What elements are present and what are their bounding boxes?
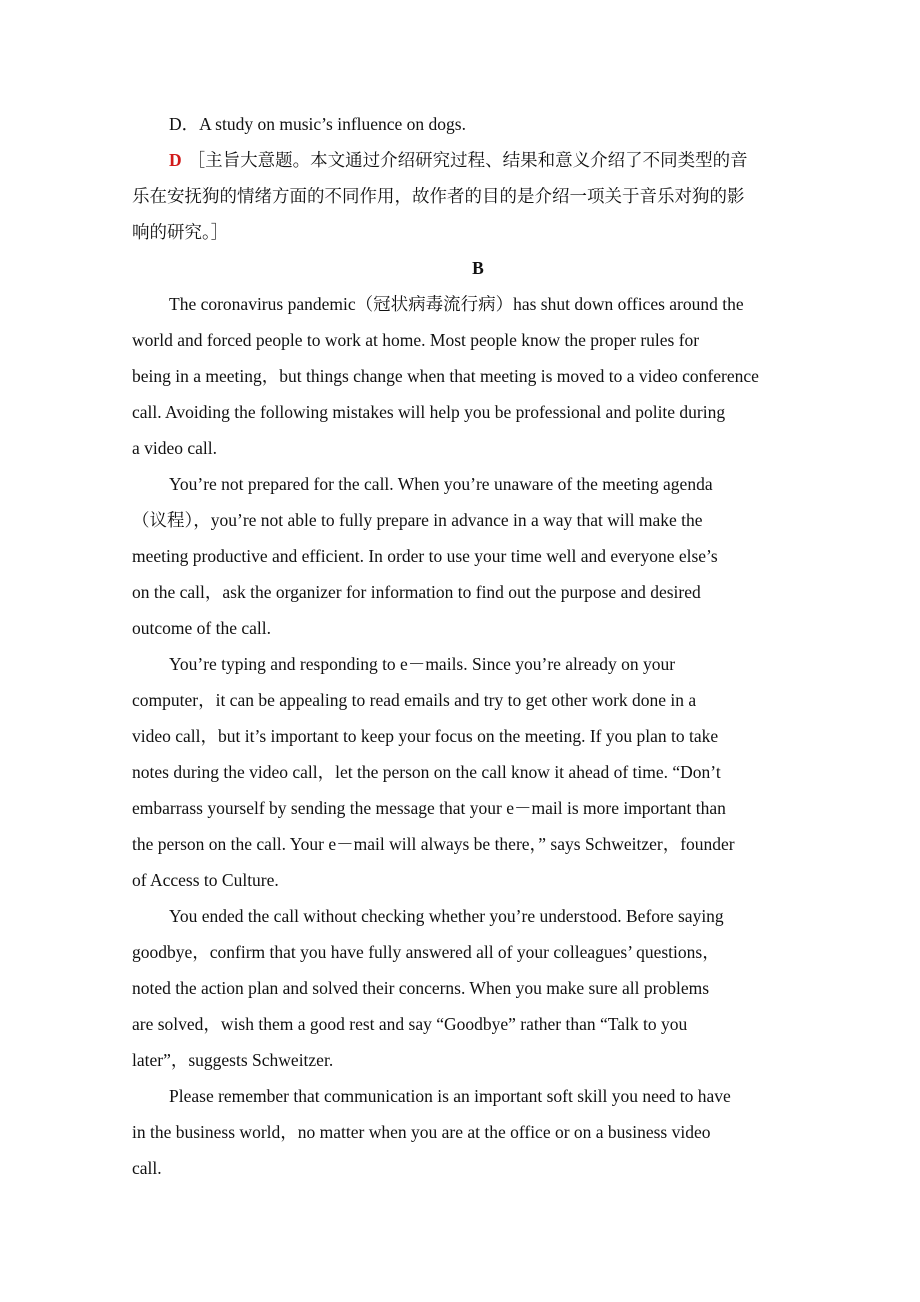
- text-line: noted the action plan and solved their concerns. When you make sure all problems: [132, 978, 710, 998]
- text-line: call.: [132, 1158, 162, 1178]
- paragraph-4: [132, 898, 856, 1078]
- text-line: the person on the call. Your e－mail will always be there，” says Schweitzer，founder: [132, 834, 735, 854]
- text-line: outcome of the call.: [132, 618, 271, 638]
- answer-explanation-line: 响的研究。］: [132, 222, 229, 242]
- paragraph-5: [132, 1078, 856, 1186]
- text-line: You’re typing and responding to e－mails. Since you’re already on your: [169, 654, 676, 674]
- text-line: embarrass yourself by sending the message that your e－mail is more important than: [132, 798, 726, 818]
- section-heading: B: [472, 258, 484, 278]
- text-line: goodbye，confirm that you have fully answered all of your colleagues’ questions，: [132, 942, 720, 962]
- text-line: Please remember that communication is an important soft skill you need to have: [169, 1086, 731, 1106]
- answer-explanation-line: 乐在安抚狗的情绪方面的不同作用，故作者的目的是介绍一项关于音乐对狗的影: [132, 186, 745, 206]
- text-line: are solved，wish them a good rest and say “Goodbye” rather than “Talk to you: [132, 1014, 688, 1034]
- answer-explanation-line: ［主旨大意题。本文通过介绍研究过程、结果和意义介绍了不同类型的音: [187, 150, 748, 170]
- paragraph-1: [132, 286, 856, 466]
- text-line: video call，but it’s important to keep your focus on the meeting. If you plan to take: [132, 726, 719, 746]
- text-line: later”，suggests Schweitzer.: [132, 1050, 334, 1070]
- text-line: （议程），you’re not able to fully prepare in advance in a way that will make the: [132, 510, 703, 530]
- text-line: computer，it can be appealing to read emails and try to get other work done in a: [132, 690, 697, 710]
- text-line: The coronavirus pandemic（冠状病毒流行病）has shut down offices around the: [169, 294, 744, 314]
- text-line: in the business world，no matter when you are at the office or on a business video: [132, 1122, 711, 1142]
- text-line: call. Avoiding the following mistakes will help you be professional and polite during: [132, 402, 726, 422]
- text-line: You ended the call without checking whether you’re understood. Before saying: [169, 906, 724, 926]
- answer-line-1: [132, 142, 856, 178]
- paragraph-2: [132, 466, 856, 646]
- text-line: being in a meeting，but things change when that meeting is moved to a video conference: [132, 366, 759, 386]
- document-page: [132, 106, 856, 1186]
- text-line: on the call，ask the organizer for information to find out the purpose and desired: [132, 582, 701, 602]
- text-line: a video call.: [132, 438, 218, 458]
- option-d: D．A study on music’s influence on dogs.: [169, 114, 466, 134]
- text-line: You’re not prepared for the call. When you’re unaware of the meeting agenda: [169, 474, 713, 494]
- paragraph-3: [132, 646, 856, 898]
- text-line: of Access to Culture.: [132, 870, 279, 890]
- text-line: meeting productive and efficient. In order to use your time well and everyone else’s: [132, 546, 718, 566]
- text-line: world and forced people to work at home. Most people know the proper rules for: [132, 330, 700, 350]
- answer-letter: D: [169, 150, 182, 170]
- text-line: notes during the video call，let the person on the call know it ahead of time. “Don’t: [132, 762, 721, 782]
